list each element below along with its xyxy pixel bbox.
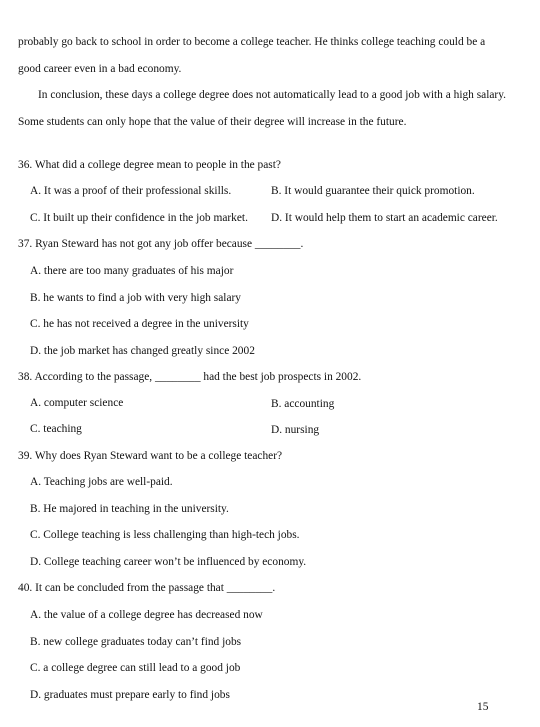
question-38-stem: 38. According to the passage, ________ had the best job prospects in 2002.: [18, 371, 362, 383]
passage-line-3: In conclusion, these days a college degree does not automatically lead to a good job with a high salary.: [38, 89, 507, 101]
passage-line-1: probably go back to school in order to become a college teacher. He thinks college teaching could be a: [18, 36, 486, 48]
question-37-stem: 37. Ryan Steward has not got any job offer because ________.: [18, 238, 304, 250]
question-36-option-d: D. It would help them to start an academic career.: [271, 212, 498, 224]
question-40-stem: 40. It can be concluded from the passage that ________.: [18, 582, 276, 594]
question-38-option-a: A. computer science: [30, 397, 124, 409]
question-36-option-c: C. It built up their confidence in the job market.: [30, 212, 248, 224]
question-39-option-a: A. Teaching jobs are well-paid.: [30, 476, 173, 488]
question-37-option-a: A. there are too many graduates of his major: [30, 265, 234, 277]
question-37-option-b: B. he wants to find a job with very high salary: [30, 292, 242, 304]
question-38-option-d: D. nursing: [271, 424, 320, 436]
question-37-option-d: D. the job market has changed greatly since 2002: [30, 345, 255, 357]
question-38-option-c: C. teaching: [30, 423, 82, 435]
question-38-option-b: B. accounting: [271, 398, 335, 410]
question-40-option-d: D. graduates must prepare early to find jobs: [30, 689, 230, 701]
question-36-option-b: B. It would guarantee their quick promotion.: [271, 185, 475, 197]
question-40-option-a: A. the value of a college degree has decreased now: [30, 609, 263, 621]
question-36-option-a: A. It was a proof of their professional skills.: [30, 185, 232, 197]
question-40-option-b: B. new college graduates today can’t find jobs: [30, 636, 242, 648]
question-39-option-b: B. He majored in teaching in the university.: [30, 503, 229, 515]
question-40-option-c: C. a college degree can still lead to a good job: [30, 662, 241, 674]
passage-line-4: Some students can only hope that the value of their degree will increase in the future.: [18, 116, 407, 128]
passage-line-2: good career even in a bad economy.: [18, 63, 182, 75]
page-number: 15: [477, 701, 489, 713]
question-39-stem: 39. Why does Ryan Steward want to be a college teacher?: [18, 450, 283, 462]
question-39-option-d: D. College teaching career won’t be influenced by economy.: [30, 556, 307, 568]
question-39-option-c: C. College teaching is less challenging than high-tech jobs.: [30, 529, 300, 541]
question-36-stem: 36. What did a college degree mean to people in the past?: [18, 159, 281, 171]
question-37-option-c: C. he has not received a degree in the university: [30, 318, 249, 330]
